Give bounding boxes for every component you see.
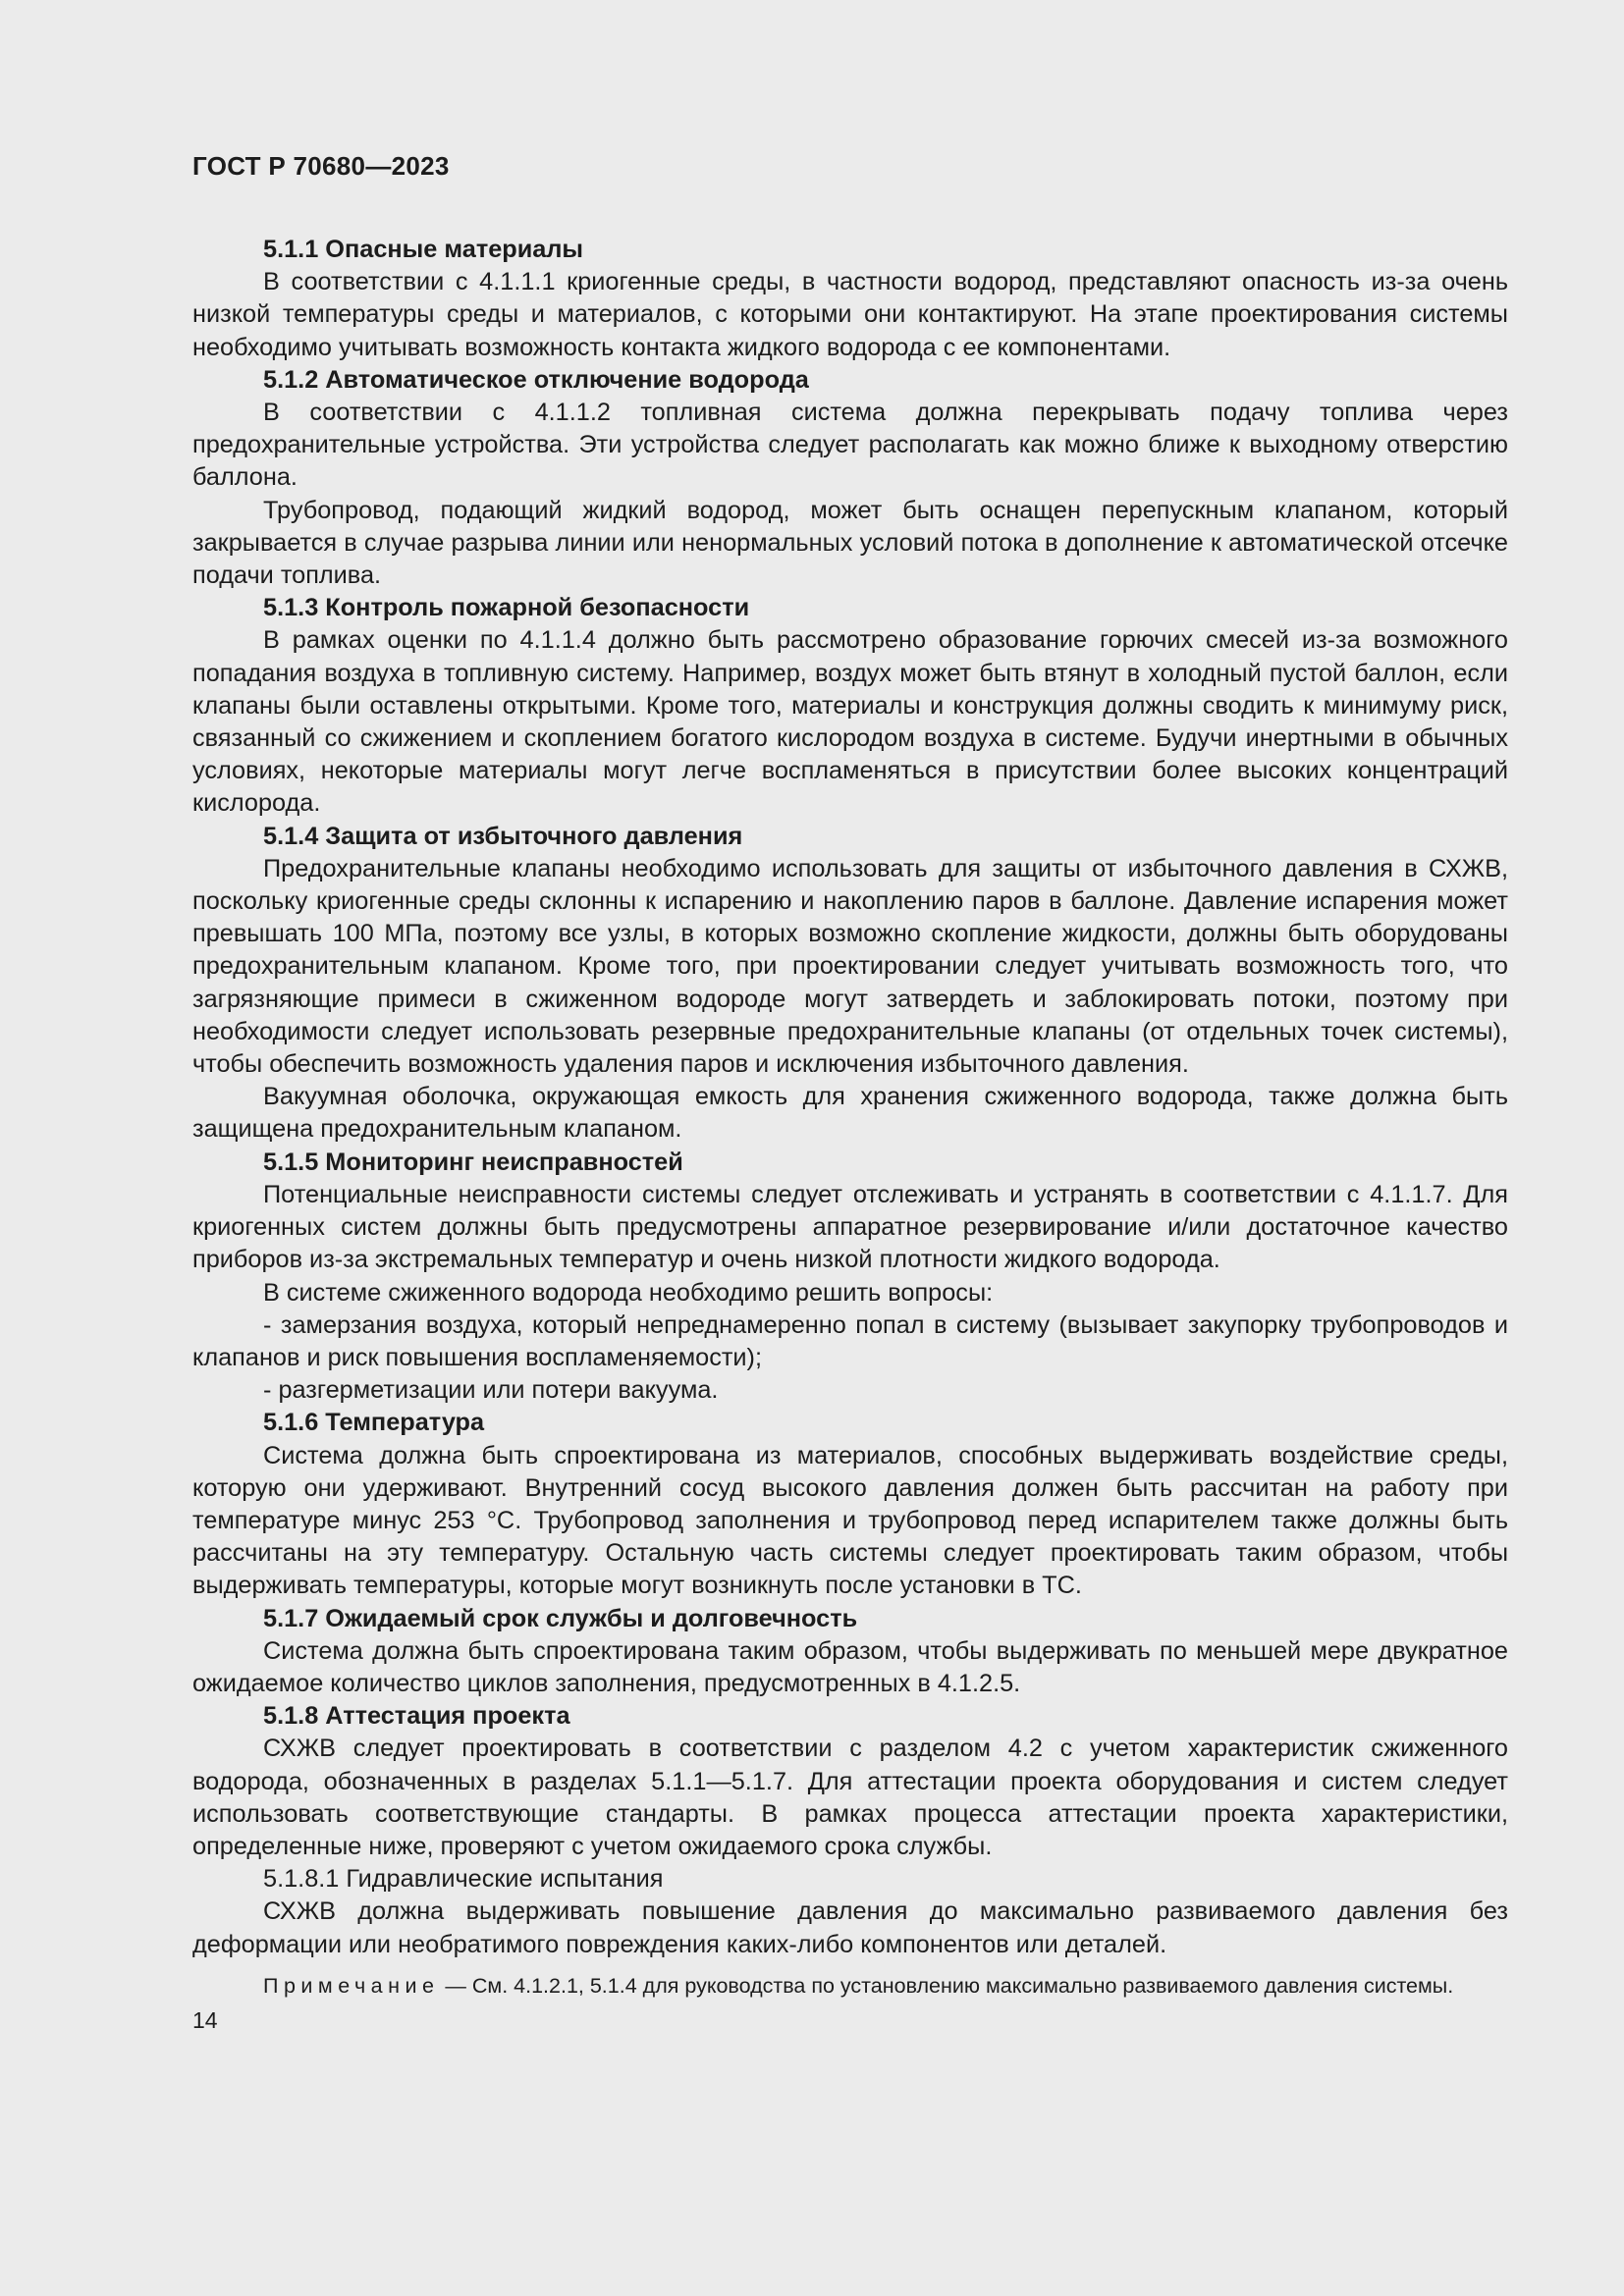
section-heading: 5.1.1 Опасные материалы bbox=[263, 236, 584, 263]
section-heading: 5.1.4 Защита от избыточного давления bbox=[263, 822, 743, 850]
paragraph: СХЖВ должна выдерживать повышение давления до максимально развиваемого давления без деформации или необратимого повреждения каких-либо компонентов или деталей. bbox=[192, 1897, 1508, 1958]
paragraph: В рамках оценки по 4.1.1.4 должно быть рассмотрено образование горючих смесей из-за возможного попадания воздуха в топливную систему. Например, воздух может быть втянут в холодный пустой баллон, если клапаны были оставлены открытыми. Кроме того, материалы и конструкция должны сводить к минимуму риск, связанный со сжижением и скоплением богатого кислородом воздуха в системе. Будучи инертными в обычных условиях, некоторые материалы могут легче воспламеняться в присутствии более высоких концентраций кислорода. bbox=[192, 626, 1508, 818]
note-label: Примечание bbox=[263, 1973, 440, 1998]
paragraph: Система должна быть спроектирована таким образом, чтобы выдерживать по меньшей мере двукратное ожидаемое количество циклов заполнения, предусмотренных в 4.1.2.5. bbox=[192, 1636, 1508, 1697]
note-text: — См. 4.1.2.1, 5.1.4 для руководства по установлению максимально развиваемого давления системы. bbox=[439, 1973, 1454, 1998]
section-heading: 5.1.3 Контроль пожарной безопасности bbox=[263, 594, 750, 622]
paragraph: Предохранительные клапаны необходимо использовать для защиты от избыточного давления в СХЖВ, поскольку криогенные среды склонны к испарению и накоплению паров в баллоне. Давление испарения может превышать 100 МПа, поэтому все узлы, в которых возможно скопление жидкости, должны быть оборудованы предохранительным клапаном. Кроме того, при проектировании следует учитывать возможность того, что загрязняющие примеси в сжиженном водороде могут затвердеть и заблокировать потоки, поэтому при необходимости следует использовать резервные предохранительные клапаны (от отдельных точек системы), чтобы обеспечить возможность удаления паров и исключения избыточного давления. bbox=[192, 854, 1508, 1079]
paragraph: В системе сжиженного водорода необходимо решить вопросы: bbox=[263, 1278, 994, 1307]
document-header: ГОСТ Р 70680—2023 bbox=[192, 151, 450, 181]
list-item: - замерзания воздуха, который непреднамеренно попал в систему (вызывает закупорку трубопроводов и клапанов и риск повышения воспламеняемости); bbox=[192, 1310, 1508, 1371]
paragraph: В соответствии с 4.1.1.2 топливная система должна перекрывать подачу топлива через предохранительные устройства. Эти устройства следует располагать как можно ближе к выходному отверстию баллона. bbox=[192, 399, 1508, 492]
paragraph: В соответствии с 4.1.1.1 криогенные среды, в частности водород, представляют опасность из-за очень низкой температуры среды и материалов, с которыми они контактируют. На этапе проектирования системы необходимо учитывать возможность контакта жидкого водорода с ее компонентами. bbox=[192, 268, 1508, 361]
paragraph: Система должна быть спроектирована из материалов, способных выдерживать воздействие среды, которую они удерживают. Внутренний сосуд высокого давления должен быть рассчитан на работу при температуре минус 253 °С. Трубопровод заполнения и трубопровод перед испарителем также должны быть рассчитаны на эту температуру. Остальную часть системы следует проектировать таким образом, чтобы выдерживать температуры, которые могут возникнуть после установки в ТС. bbox=[192, 1441, 1508, 1600]
paragraph: СХЖВ следует проектировать в соответствии с разделом 4.2 с учетом характеристик сжиженного водорода, обозначенных в разделах 5.1.1—5.1.7. Для аттестации проекта оборудования и систем следует использовать соответствующие стандарты. В рамках процесса аттестации проекта характеристики, определенные ниже, проверяют с учетом ожидаемого срока службы. bbox=[192, 1735, 1508, 1860]
section-heading: 5.1.6 Температура bbox=[263, 1409, 485, 1437]
list-item: - разгерметизации или потери вакуума. bbox=[263, 1376, 719, 1405]
section-heading: 5.1.2 Автоматическое отключение водорода bbox=[263, 365, 809, 394]
page-number: 14 bbox=[192, 2006, 218, 2033]
section-heading: 5.1.5 Мониторинг неисправностей bbox=[263, 1148, 683, 1176]
section-heading: 5.1.8 Аттестация проекта bbox=[263, 1702, 570, 1731]
paragraph: Трубопровод, подающий жидкий водород, может быть оснащен перепускным клапаном, который закрывается в случае разрыва линии или ненормальных условий потока в дополнение к автоматической отсечке подачи топлива. bbox=[192, 496, 1508, 590]
paragraph: Потенциальные неисправности системы следует отслеживать и устранять в соответствии с 4.1.1.7. Для криогенных систем должны быть предусмотрены аппаратное резервирование и/или достаточное качество приборов из-за экстремальных температур и очень низкой плотности жидкого водорода. bbox=[192, 1180, 1508, 1274]
section-heading: 5.1.7 Ожидаемый срок службы и долговечность bbox=[263, 1604, 858, 1632]
subsection-heading: 5.1.8.1 Гидравлические испытания bbox=[263, 1865, 664, 1894]
document-body bbox=[192, 234, 1508, 2000]
note bbox=[192, 1973, 1508, 2000]
paragraph: Вакуумная оболочка, окружающая емкость для хранения сжиженного водорода, также должна быть защищена предохранительным клапаном. bbox=[192, 1083, 1508, 1144]
